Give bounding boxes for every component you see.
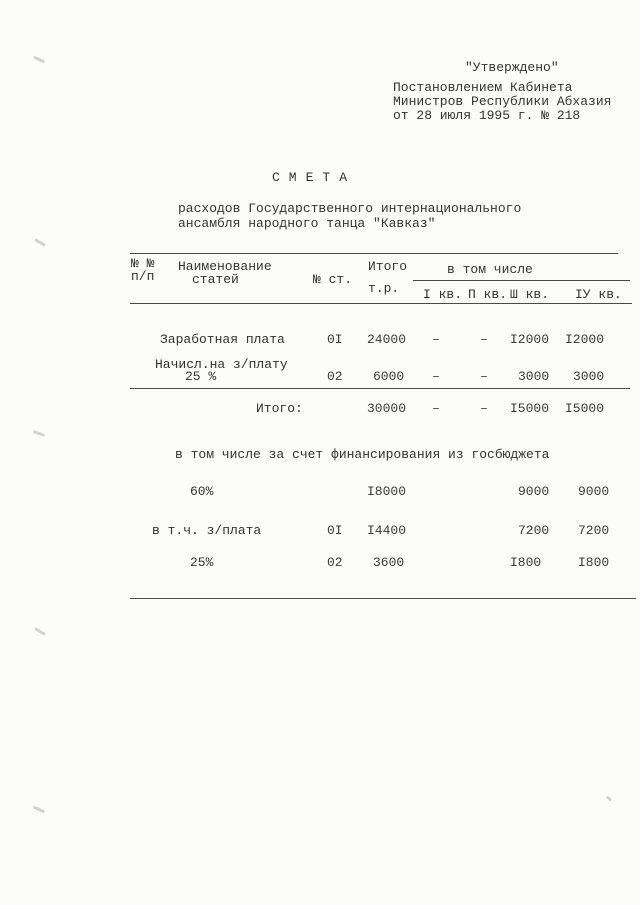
budget-row bbox=[0, 524, 640, 538]
row-q4: I2000 bbox=[565, 332, 605, 347]
total-value: 30000 bbox=[367, 401, 407, 416]
row-q2: – bbox=[480, 332, 488, 347]
row-article: 02 bbox=[327, 369, 343, 384]
approval-line: от 28 июля 1995 г. № 218 bbox=[393, 108, 581, 123]
document-title: С М Е Т А bbox=[272, 170, 348, 185]
table-bottom-rule bbox=[130, 598, 636, 599]
row-q4: 3000 bbox=[573, 369, 605, 384]
total-row bbox=[0, 402, 640, 416]
budget-row-total: I8000 bbox=[367, 484, 407, 499]
budget-row-name: в т.ч. з/плата bbox=[152, 523, 262, 538]
approval-line: Постановлением Кабинета bbox=[393, 80, 573, 95]
row-name: 25 % bbox=[185, 369, 217, 384]
budget-row bbox=[0, 556, 640, 570]
header-q1: I кв. bbox=[423, 287, 463, 302]
row-q1: – bbox=[432, 369, 440, 384]
budget-row-q3: I800 bbox=[510, 555, 542, 570]
table-header-rule bbox=[130, 303, 632, 304]
row-total: 6000 bbox=[373, 369, 405, 384]
total-q3: I5000 bbox=[510, 401, 550, 416]
table-row bbox=[0, 333, 640, 347]
row-q3: 3000 bbox=[518, 369, 550, 384]
budget-row-q4: 7200 bbox=[578, 523, 610, 538]
approval-stamp: "Утверждено" bbox=[465, 60, 559, 75]
budget-row-name: 60% bbox=[190, 484, 214, 499]
punch-mark bbox=[34, 238, 46, 247]
budget-row-q4: 9000 bbox=[578, 484, 610, 499]
header-name: Наименование bbox=[178, 259, 272, 274]
header-total: т.р. bbox=[368, 281, 400, 296]
budget-row-total: 3600 bbox=[373, 555, 405, 570]
header-q3: Ш кв. bbox=[510, 287, 550, 302]
budget-row-q4: I800 bbox=[578, 555, 610, 570]
total-q2: – bbox=[480, 401, 488, 416]
header-article: № ст. bbox=[313, 272, 353, 287]
row-article: 0I bbox=[327, 332, 343, 347]
punch-mark bbox=[606, 795, 613, 801]
document-subtitle: ансамбля народного танца "Кавказ" bbox=[178, 216, 436, 231]
row-q3: I2000 bbox=[510, 332, 550, 347]
header-including: в том числе bbox=[447, 262, 533, 277]
header-name: статей bbox=[192, 272, 239, 287]
budget-row-article: 02 bbox=[327, 555, 343, 570]
punch-mark bbox=[33, 56, 45, 64]
budget-row-q3: 7200 bbox=[518, 523, 550, 538]
punch-mark bbox=[33, 430, 45, 437]
row-name: Заработная плата bbox=[160, 332, 285, 347]
header-num: № № bbox=[131, 256, 155, 271]
total-q4: I5000 bbox=[565, 401, 605, 416]
table-subtotal-rule bbox=[130, 388, 630, 389]
row-name: Начисл.на з/плату bbox=[155, 357, 288, 372]
header-q2: П кв. bbox=[468, 287, 508, 302]
budget-row-article: 0I bbox=[327, 523, 343, 538]
table-top-rule bbox=[130, 253, 618, 254]
budget-row-name: 25% bbox=[190, 555, 214, 570]
header-total: Итого bbox=[368, 259, 408, 274]
row-q2: – bbox=[480, 369, 488, 384]
row-total: 24000 bbox=[367, 332, 407, 347]
punch-mark bbox=[34, 627, 46, 636]
document-subtitle: расходов Государственного интернационального bbox=[178, 201, 522, 216]
header-including-rule bbox=[413, 280, 630, 281]
table-row bbox=[0, 358, 640, 384]
total-q1: – bbox=[432, 401, 440, 416]
budget-row-q3: 9000 bbox=[518, 484, 550, 499]
budget-row-total: I4400 bbox=[367, 523, 407, 538]
punch-mark bbox=[33, 806, 45, 814]
approval-line: Министров Республики Абхазия bbox=[393, 94, 612, 109]
budget-note: в том числе за счет финансирования из госбюджета bbox=[175, 447, 550, 462]
total-label: Итого: bbox=[256, 401, 303, 416]
header-num: п/п bbox=[131, 269, 155, 284]
header-q4: IУ кв. bbox=[575, 287, 622, 302]
row-q1: – bbox=[432, 332, 440, 347]
budget-row bbox=[0, 485, 640, 499]
